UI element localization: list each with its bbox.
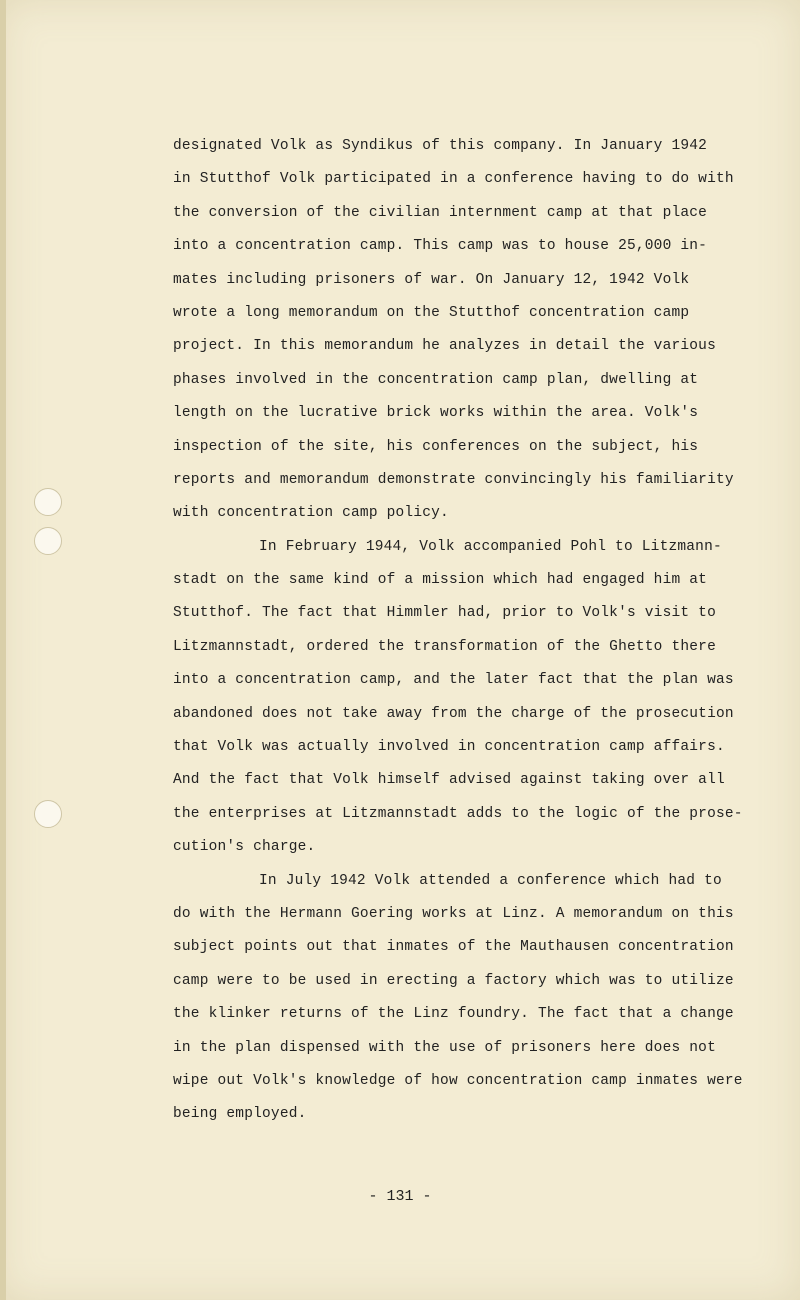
text-line: into a concentration camp. This camp was to house 25,000 in- (173, 238, 708, 255)
text-line: mates including prisoners of war. On January 12, 1942 Volk (173, 271, 690, 288)
text-line: subject points out that inmates of the Mauthausen concentration (173, 939, 734, 956)
text-line: in Stutthof Volk participated in a conference having to do with (173, 171, 734, 188)
punch-hole (34, 527, 62, 555)
text-line: project. In this memorandum he analyzes in detail the various (173, 338, 716, 355)
text-line: camp were to be used in erecting a factory which was to utilize (173, 972, 734, 989)
text-line: abandoned does not take away from the charge of the prosecution (173, 705, 734, 722)
text-line: phases involved in the concentration camp plan, dwelling at (173, 371, 699, 388)
text-line: the conversion of the civilian internment camp at that place (173, 204, 708, 221)
text-line: wipe out Volk's knowledge of how concentration camp inmates were (173, 1072, 743, 1089)
text-line: into a concentration camp, and the later fact that the plan was (173, 672, 734, 689)
text-line: designated Volk as Syndikus of this company. In January 1942 (173, 138, 708, 154)
paragraph-start-line: In July 1942 Volk attended a conference which had to (259, 872, 722, 889)
text-line: reports and memorandum demonstrate convincingly his familiarity (173, 471, 734, 488)
punch-hole (34, 800, 62, 828)
text-line: the enterprises at Litzmannstadt adds to the logic of the prose- (173, 805, 743, 822)
text-line: with concentration camp policy. (173, 505, 449, 522)
text-line: stadt on the same kind of a mission which had engaged him at (173, 572, 708, 589)
text-line: cution's charge. (173, 839, 316, 856)
paragraph-start-line: In February 1944, Volk accompanied Pohl to Litzmann- (259, 538, 722, 555)
text-line: wrote a long memorandum on the Stutthof concentration camp (173, 304, 690, 321)
text-line: that Volk was actually involved in concentration camp affairs. (173, 739, 725, 756)
text-line: Litzmannstadt, ordered the transformation of the Ghetto there (173, 638, 716, 655)
text-line: in the plan dispensed with the use of prisoners here does not (173, 1039, 716, 1056)
text-line: Stutthof. The fact that Himmler had, prior to Volk's visit to (173, 605, 716, 622)
text-line: being employed. (173, 1106, 307, 1123)
text-line: inspection of the site, his conferences on the subject, his (173, 438, 699, 455)
body-text (173, 130, 773, 1132)
text-line: do with the Hermann Goering works at Linz. A memorandum on this (173, 905, 734, 922)
text-line: length on the lucrative brick works within the area. Volk's (173, 405, 699, 422)
punch-hole (34, 488, 62, 516)
page-number: - 131 - (368, 1188, 432, 1205)
text-line: the klinker returns of the Linz foundry. The fact that a change (173, 1006, 734, 1023)
text-line: And the fact that Volk himself advised against taking over all (173, 772, 725, 789)
